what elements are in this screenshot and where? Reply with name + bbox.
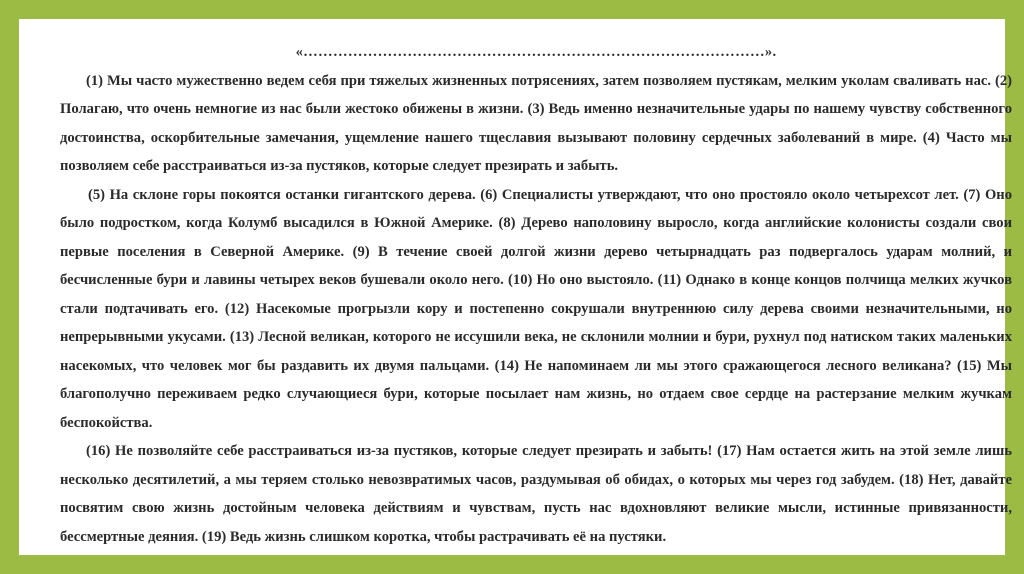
paragraph-3: (16) Не позволяйте себе расстраиваться из-за пустяков, которые следует презирать и забыть! (17) Нам остается жить на этой земле лишь несколько десятилетий, а мы теряем столько невозвратимых часов, раздумывая об обидах, о которых мы через год забудем. (18) Нет, давайте посвятим свою жизнь достойным человека действиям и чувствам, пусть нас вдохновляют великие мысли, истинные привязанности, бессмертные деяния. (19) Ведь жизнь слишком коротка, чтобы растрачивать её на пустяки. [60,443,1012,545]
slide-panel [19,19,1012,555]
paragraph-1: (1) Мы часто мужественно ведем себя при тяжелых жизненных потрясениях, затем позволяем пустякам, мелким уколам сваливать нас. (2) Полагаю, что очень немногие из нас были жестоко обижены в жизни. (3) Ведь именно незначительные удары по нашему чувству собственного достоинства, оскорбительные замечания, ущемление нашего тщеславия вызывают половину сердечных заболеваний в мире. (4) Часто мы позволяем себе расстраиваться из-за пустяков, которые следует презирать и забыть. [60,72,1012,174]
paragraph-2: (5) На склоне горы покоятся останки гигантского дерева. (6) Специалисты утверждают, что оно простояло около четырехсот лет. (7) Оно было подростком, когда Колумб высадился в Южной Америке. (8) Дерево наполовину выросло, когда английские колонисты создали свои первые поселения в Северной Америке. (9) В течение своей долгой жизни дерево четырнадцать раз подвергалось ударам молний, и бесчисленные бури и лавины четырех веков бушевали около него. (10) Но оно выстояло. (11) Однако в конце концов полчища мелких жучков стали подтачивать его. (12) Насекомые прогрызли кору и постепенно сокрушали внутреннюю силу дерева своими незначительными, но непрерывными укусами. (13) Лесной великан, которого не иссушили века, не склонили молнии и бури, рухнул под натиском таких маленьких насекомых, что человек мог бы раздавить их двумя пальцами. (14) Не напоминаем ли мы этого сражающегося лесного великана? (15) Мы благополучно переживаем редко случающиеся бури, которые посылает нам жизнь, но отдаем свое сердце на растерзание мелким жучкам беспокойства. [60,186,1012,431]
title-placeholder: «…………………………………………………………………………………». [295,44,777,60]
text-body [60,38,1012,551]
